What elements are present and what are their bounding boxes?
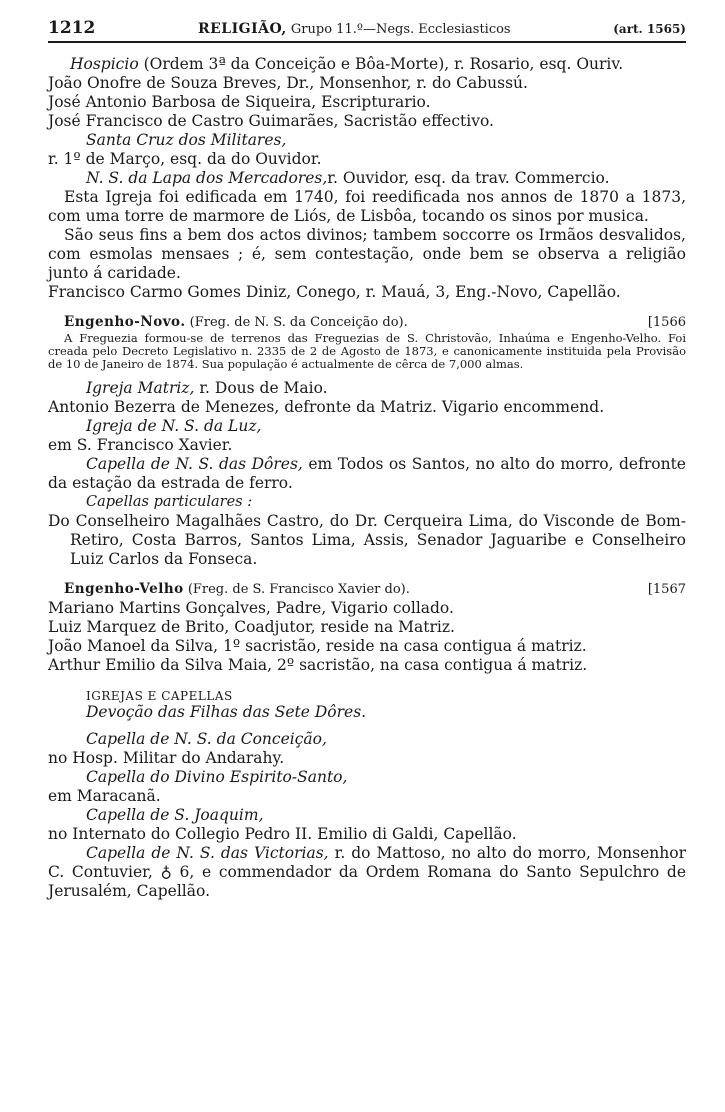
lapa-title: N. S. da Lapa dos Mercadores, bbox=[86, 169, 328, 187]
espirito-title: Capella do Divino Espirito-Santo, bbox=[86, 768, 348, 786]
engenho-novo-freg: (Freg. de N. S. da Conceição do). bbox=[189, 315, 408, 330]
particulares-text: Do Conselheiro Magalhães Castro, do Dr. Cerqueira Lima, do Visconde de Bom-Retiro, Costa Barros, Santos Lima, Assis, Senador Jaguaribe e Conselheiro Luiz Carlos da Fonseca. bbox=[48, 512, 686, 568]
conceicao-address: no Hosp. Militar do Andarahy. bbox=[48, 749, 285, 767]
lapa-rest: r. Ouvidor, esq. da trav. Commercio. bbox=[327, 169, 610, 187]
page-number: 1212 bbox=[48, 18, 96, 38]
capellao-line: Francisco Carmo Gomes Diniz, Conego, r. Mauá, 3, Eng.-Novo, Capellão. bbox=[48, 283, 621, 301]
vigario-line: Antonio Bezerra de Menezes, defronte da Matriz. Vigario encommend. bbox=[48, 398, 605, 416]
particulares-title: Capellas particulares : bbox=[86, 494, 253, 510]
luz-title: Igreja de N. S. da Luz, bbox=[86, 417, 262, 435]
matriz-title: Igreja Matriz, bbox=[86, 379, 195, 397]
page bbox=[48, 18, 686, 901]
person-line: João Manoel da Silva, 1º sacristão, reside na casa contigua á matriz. bbox=[48, 637, 587, 655]
dores-line bbox=[48, 455, 686, 493]
engenho-novo-number: [1566 bbox=[647, 315, 686, 330]
hospicio-rest: (Ordem 3ª da Conceição e Bôa-Morte), r. Rosario, esq. Ouriv. bbox=[143, 55, 624, 73]
victorias-rest: r. do Mattoso, no alto do morro, Monsenhor C. Contuvier, ♁ 6, e commendador da Ordem Romana do Santo Sepulchro de Jerusalém, Capellão. bbox=[48, 844, 686, 900]
running-title-sub: Grupo 11.º—Negs. Ecclesiasticos bbox=[290, 22, 511, 37]
igrejas-heading: IGREJAS E CAPELLAS bbox=[86, 689, 233, 703]
hospicio-title: Hospicio bbox=[70, 55, 139, 73]
engenho-velho-number: [1567 bbox=[647, 582, 686, 597]
engenho-novo-note: A Freguezia formou-se de terrenos das Freguezias de S. Christovão, Inhaúma e Engenho-Velho. Foi creada pelo Decreto Legislativo n. 2335 de 2 de Agosto de 1873, e canonicamente instituida pela Provisão de 10 de Janeiro de 1874. Sua população é actualmente de cêrca de 7,000 almas. bbox=[48, 331, 686, 371]
page-header bbox=[48, 18, 686, 43]
victorias-line bbox=[48, 844, 686, 901]
dores-title: Capella de N. S. das Dôres, bbox=[86, 455, 303, 473]
joaquim-address: no Internato do Collegio Pedro II. Emilio di Galdi, Capellão. bbox=[48, 825, 517, 843]
santa-cruz-title: Santa Cruz dos Militares, bbox=[86, 131, 287, 149]
running-title-main: RELIGIÃO, bbox=[197, 21, 287, 37]
person-line: Luiz Marquez de Brito, Coadjutor, reside na Matriz. bbox=[48, 618, 455, 636]
luz-address: em S. Francisco Xavier. bbox=[48, 436, 233, 454]
dores-rest: em Todos os Santos, no alto do morro, defronte da estação da estrada de ferro. bbox=[48, 455, 686, 492]
person-line: Mariano Martins Gonçalves, Padre, Vigario collado. bbox=[48, 599, 454, 617]
engenho-velho-freg: (Freg. de S. Francisco Xavier do). bbox=[187, 582, 410, 597]
hospicio-line bbox=[48, 55, 686, 74]
joaquim-title: Capella de S. Joaquim, bbox=[86, 806, 264, 824]
devocao-line: Devoção das Filhas das Sete Dôres. bbox=[86, 703, 367, 721]
victorias-title: Capella de N. S. das Victorias, bbox=[86, 844, 329, 862]
running-title bbox=[198, 21, 511, 37]
matriz-line bbox=[48, 379, 686, 398]
person-line: João Onofre de Souza Breves, Dr., Monsenhor, r. do Cabussú. bbox=[48, 74, 528, 92]
conceicao-title: Capella de N. S. da Conceição, bbox=[86, 730, 327, 748]
engenho-novo-name: Engenho-Novo. bbox=[64, 314, 186, 330]
person-line: José Francisco de Castro Guimarães, Sacristão effectivo. bbox=[48, 112, 494, 130]
mission-paragraph: São seus fins a bem dos actos divinos; tambem soccorre os Irmãos desvalidos, com esmolas mensaes ; é, sem contestação, onde bem se observa a religião junto á caridade. bbox=[48, 226, 686, 282]
santa-cruz-address: r. 1º de Março, esq. da do Ouvidor. bbox=[48, 150, 322, 168]
history-paragraph: Esta Igreja foi edificada em 1740, foi reedificada nos annos de 1870 a 1873, com uma torre de marmore de Liós, de Lisbôa, tocando os sinos por musica. bbox=[48, 188, 686, 225]
engenho-velho-name: Engenho-Velho bbox=[64, 581, 184, 597]
person-line: Arthur Emilio da Silva Maia, 2º sacristão, na casa contigua á matriz. bbox=[48, 656, 588, 674]
lapa-line bbox=[48, 169, 686, 188]
engenho-velho-heading bbox=[48, 581, 686, 597]
engenho-novo-heading bbox=[48, 314, 686, 330]
article-ref: (art. 1565) bbox=[613, 22, 686, 36]
person-line: José Antonio Barbosa de Siqueira, Escripturario. bbox=[48, 93, 431, 111]
espirito-address: em Maracanã. bbox=[48, 787, 161, 805]
matriz-address: r. Dous de Maio. bbox=[199, 379, 328, 397]
